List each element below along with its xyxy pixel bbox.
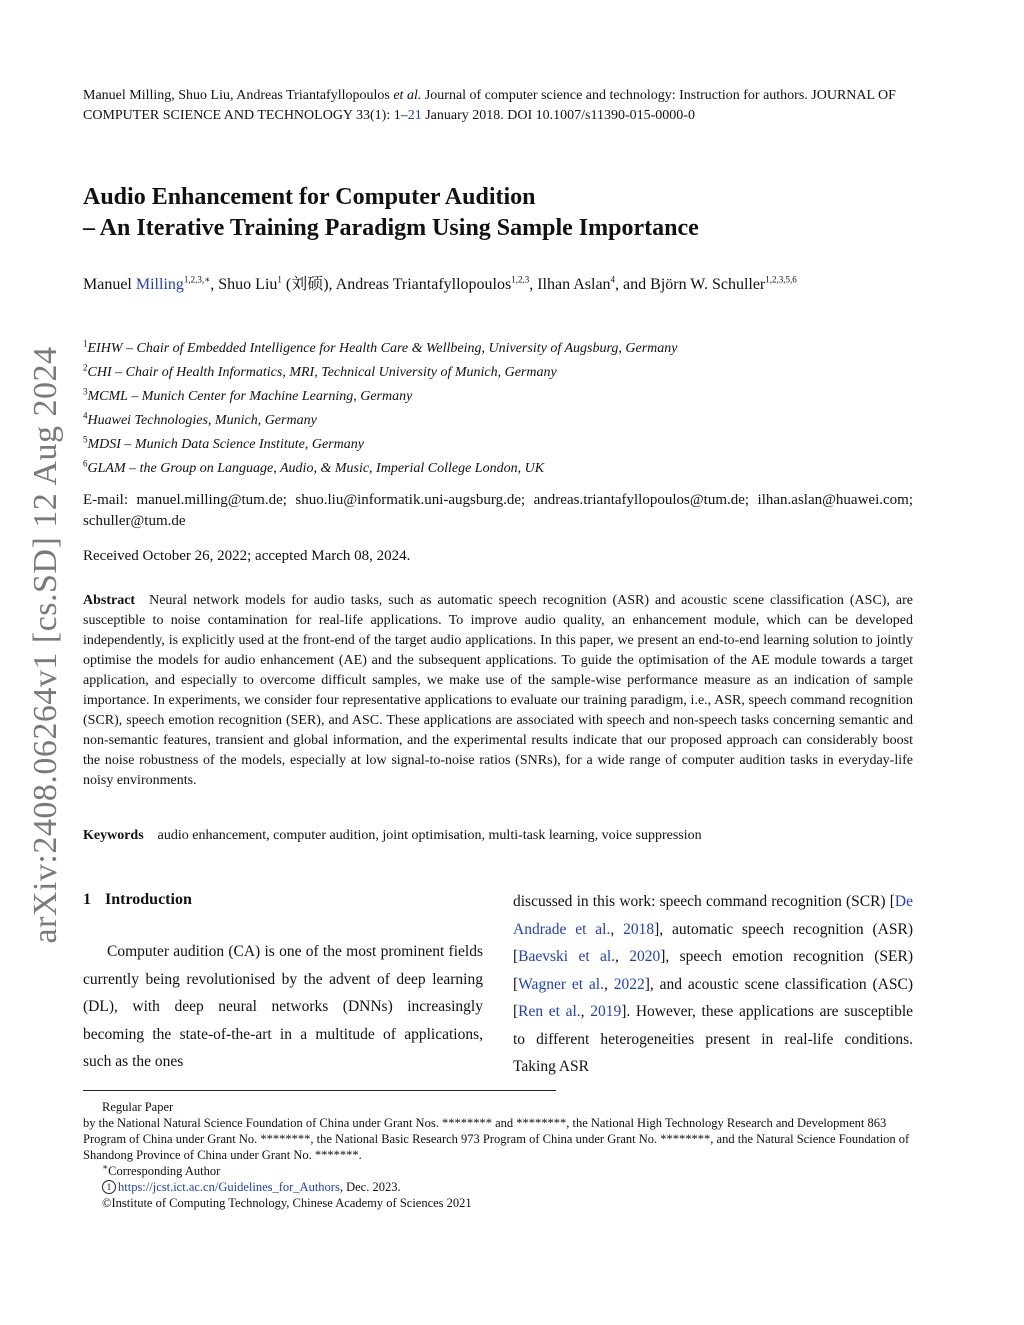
author-5-sup: 1,2,3,5,6 xyxy=(765,274,797,285)
affiliation-3 xyxy=(83,385,913,409)
arxiv-id-text: arXiv:2408.06264v1 [cs.SD] 12 Aug 2024 xyxy=(27,346,64,944)
footnote-funding: by the National Natural Science Foundation of China under Grant Nos. ******** and ********, the National High Technology Research and Development 863 Program of China under Grant No. ********, the National Basic Research 973 Program of China under Grant No. ********, and the Natural Science Foundation of Shandong Province of China under Grant No. *******. xyxy=(83,1116,910,1162)
author-3-post: , xyxy=(529,276,538,293)
author-1-post: , xyxy=(210,276,219,293)
header-et-al: et al. xyxy=(393,88,422,103)
affiliation-num: 5 xyxy=(83,434,88,445)
author-4-name: Ilhan Aslan xyxy=(537,276,611,293)
citation-year-link[interactable]: 2018 xyxy=(623,920,655,938)
intro-text: ], speech emotion recognition (SER) [ xyxy=(513,948,913,993)
received-dates: Received October 26, 2022; accepted March 08, 2024. xyxy=(83,548,411,564)
footnote-1 xyxy=(83,1179,913,1195)
author-1-link[interactable]: Milling xyxy=(135,276,184,293)
title-line-2: – An Iterative Training Paradigm Using Sample Importance xyxy=(83,215,699,241)
citation-sep: , xyxy=(615,948,630,965)
citation-link[interactable]: Wagner et al. xyxy=(518,975,604,993)
footnote-divider xyxy=(83,1090,556,1091)
arxiv-stamp xyxy=(6,345,86,945)
author-1-pre: Manuel xyxy=(83,276,136,293)
citation-link[interactable]: Ren et al. xyxy=(518,1003,581,1020)
citation-sep: , xyxy=(603,975,614,993)
email-line: E-mail: manuel.milling@tum.de; shuo.liu@informatik.uni-augsburg.de; andreas.triantafyllopoulos@tum.de; ilhan.aslan@huawei.com; schuller@tum.de xyxy=(83,492,913,529)
author-4-sup: 4 xyxy=(610,274,616,285)
citation-year-link[interactable]: 2020 xyxy=(629,948,661,965)
author-2-name: Shuo Liu xyxy=(218,276,278,293)
paper-title xyxy=(83,182,913,244)
affiliation-1 xyxy=(83,337,913,361)
footnotes xyxy=(83,1099,913,1211)
footnote-1-mark: 1 xyxy=(102,1180,116,1194)
section-heading xyxy=(83,889,192,911)
corresponding-mark: ∗ xyxy=(102,1161,109,1172)
affiliation-text: GLAM – the Group on Language, Audio, & Music, Imperial College London, UK xyxy=(87,461,545,476)
affiliation-2 xyxy=(83,361,913,385)
affiliation-num: 6 xyxy=(83,458,88,469)
citation-link[interactable]: De Andrade et al. xyxy=(513,893,913,938)
header-pages-link[interactable]: 21 xyxy=(407,108,422,123)
copyright-text: Institute of Computing Technology, Chinese Academy of Sciences 2021 xyxy=(111,1196,472,1210)
journal-header xyxy=(83,86,913,126)
affiliation-5 xyxy=(83,433,913,457)
keywords-text: audio enhancement, computer audition, joint optimisation, multi-task learning, voice suppression xyxy=(157,828,702,843)
corresponding-text: Corresponding Author xyxy=(108,1164,221,1178)
affiliation-text: CHI – Chair of Health Informatics, MRI, Technical University of Munich, Germany xyxy=(87,365,557,380)
affiliation-text: EIHW – Chair of Embedded Intelligence for Health Care & Wellbeing, University of Augsburg, Germany xyxy=(87,341,678,356)
affiliation-4 xyxy=(83,409,913,433)
author-2-sup: 1 xyxy=(277,274,282,285)
affiliation-num: 1 xyxy=(83,338,88,349)
citation-sep: , xyxy=(580,1003,591,1020)
citation-sep: , xyxy=(610,920,624,938)
affiliation-text: MDSI – Munich Data Science Institute, Germany xyxy=(87,437,364,452)
citation-link[interactable]: Baevski et al. xyxy=(518,948,616,965)
affiliation-num: 2 xyxy=(83,362,88,373)
footnote-copyright xyxy=(83,1195,913,1211)
affiliation-text: Huawei Technologies, Munich, Germany xyxy=(87,413,317,428)
footnote-regular-paper: Regular Paper xyxy=(102,1100,174,1114)
author-4-post: , and Björn W. Schuller xyxy=(615,276,766,293)
intro-text: ], automatic speech recognition (ASR) [ xyxy=(513,920,913,965)
affiliation-6 xyxy=(83,457,913,481)
affiliation-num: 3 xyxy=(83,386,88,397)
header-journal-a: Journal of computer science and technology: Instruction for authors. JOURNAL OF COMPUTER SCIENCE AND TECHNOLOGY 33(1): 1– xyxy=(83,88,896,123)
header-journal-b: January 2018. DOI 10.1007/s11390-015-0000-0 xyxy=(425,108,695,123)
copyright-icon: © xyxy=(102,1196,112,1210)
intro-text: ]. However, these applications are susceptible to different heterogeneities present in real-life conditions. Taking ASR xyxy=(513,1003,914,1075)
guidelines-link[interactable]: https://jcst.ict.ac.cn/Guidelines_for_Authors xyxy=(118,1180,340,1194)
footnote-corresponding xyxy=(83,1163,913,1179)
header-authors: Manuel Milling, Shuo Liu, Andreas Triantafyllopoulos xyxy=(83,88,390,103)
citation-year-link[interactable]: 2022 xyxy=(613,975,645,993)
keywords-label: Keywords xyxy=(83,828,144,843)
affiliations xyxy=(83,337,913,481)
section-number: 1 xyxy=(83,891,91,908)
section-title: Introduction xyxy=(105,891,192,908)
intro-right-column xyxy=(513,888,913,1081)
abstract xyxy=(83,591,913,791)
abstract-text: Neural network models for audio tasks, such as automatic speech recognition (ASR) and acoustic scene classification (ASC), are susceptible to noise contamination for real-life applications. To improve audio quality, an enhancement module, which can be developed independently, is explicitly used at the front-end of the target audio applications. In this paper, we present an end-to-end learning solution to jointly optimise the models for audio enhancement (AE) and the subsequent applications. To guide the optimisation of the AE module towards a target application, and especially to overcome difficult samples, we make use of the sample-wise performance measure as an indication of sample importance. In experiments, we consider four representative applications to evaluate our training paradigm, i.e., ASR, speech command recognition (SCR), speech emotion recognition (SER), and ASC. These applications are associated with speech and non-speech tasks concerning semantic and non-semantic features, transient and global information, and the experimental results indicate that our proposed approach can considerably boost the noise robustness of the models, especially at low signal-to-noise ratios (SNRs), for a wide range of computer audition tasks in everyday-life noisy environments. xyxy=(83,593,913,788)
affiliation-text: MCML – Munich Center for Machine Learning, Germany xyxy=(87,389,413,404)
author-2-post: (刘硕), xyxy=(281,276,336,293)
author-1-sup: 1,2,3,∗ xyxy=(183,274,211,285)
intro-text: ], and acoustic scene classification (ASC) [ xyxy=(513,975,914,1020)
keywords xyxy=(83,826,913,846)
author-3-sup: 1,2,3 xyxy=(511,274,530,285)
abstract-label: Abstract xyxy=(83,593,136,608)
author-3-name: Andreas Triantafyllopoulos xyxy=(335,276,512,293)
intro-text: discussed in this work: speech command recognition (SCR) [ xyxy=(513,893,895,910)
author-list xyxy=(83,274,913,296)
affiliation-num: 4 xyxy=(83,410,88,421)
intro-left-column: Computer audition (CA) is one of the most prominent fields currently being revolutionised by the advent of deep learning (DL), with deep neural networks (DNNs) increasingly becoming the state-of-the-art in a multitude of applications, such as the ones xyxy=(83,943,483,1070)
footnote-1-rest: , Dec. 2023. xyxy=(339,1180,401,1194)
citation-year-link[interactable]: 2019 xyxy=(590,1003,622,1020)
title-line-1: Audio Enhancement for Computer Audition xyxy=(83,184,536,210)
